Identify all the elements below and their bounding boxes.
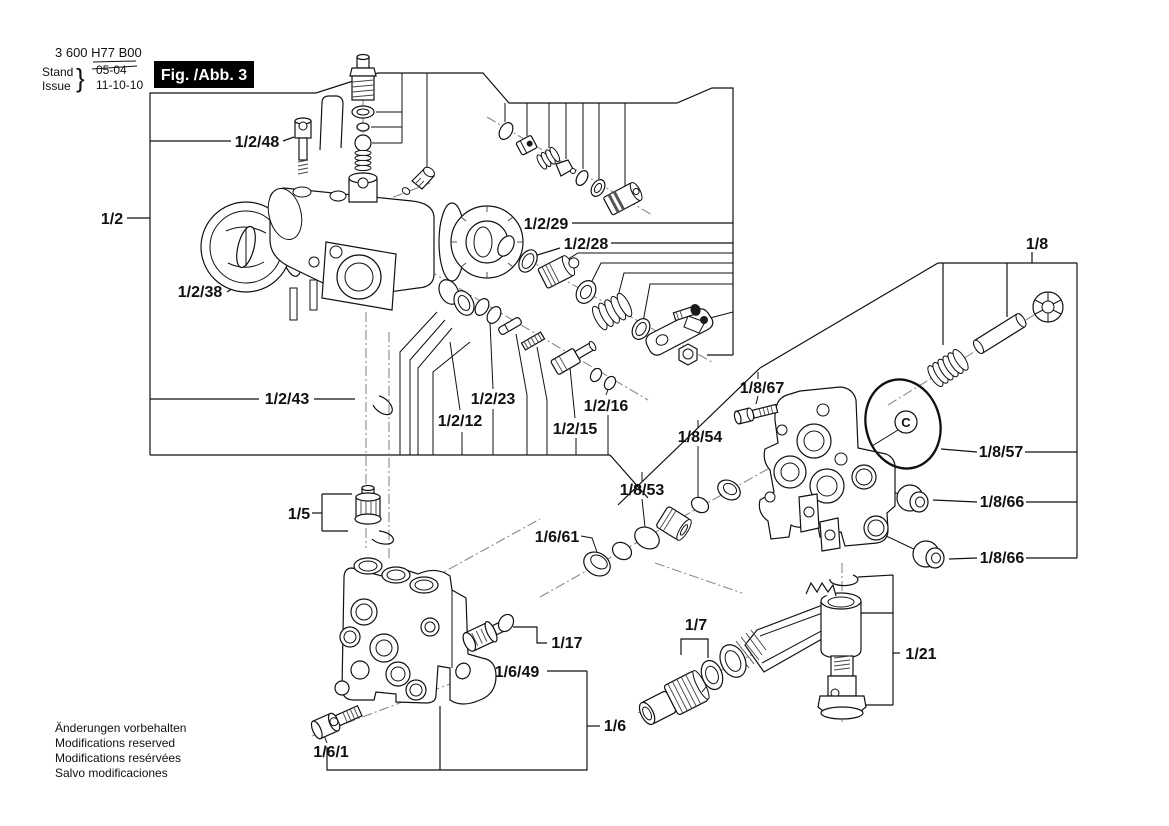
small-elbow-fitting (401, 165, 436, 195)
spring (925, 347, 971, 388)
detail-marker-c (872, 411, 917, 446)
callout-1-6-61: 1/6/61 (534, 529, 580, 546)
o-ring (602, 374, 618, 391)
o-ring (496, 120, 515, 142)
valve-manifold-body (263, 173, 523, 320)
callout-1-6-1: 1/6/1 (313, 744, 349, 761)
title-block (42, 45, 254, 93)
plug-screw-2 (913, 541, 944, 568)
callout-1-5: 1/5 (287, 506, 311, 523)
callout-1-8-67: 1/8/67 (739, 380, 785, 397)
callout-1-21: 1/21 (905, 646, 937, 663)
plug-screw-1 (897, 485, 928, 512)
socket-screw-1-6-1 (309, 702, 363, 740)
callout-1-8-54: 1/8/54 (677, 429, 723, 446)
callout-1-6: 1/6 (603, 718, 627, 735)
callout-1-8-53: 1/8/53 (619, 482, 665, 499)
callout-1-2-16: 1/2/16 (583, 398, 629, 415)
callout-1-17: 1/17 (551, 635, 583, 652)
washer (357, 123, 369, 131)
detail-marker-letter: C (901, 415, 911, 430)
footer-line-en: Modifications reserved (55, 736, 176, 750)
issue-label: Issue (42, 79, 71, 93)
o-ring-1-21 (830, 575, 858, 586)
callout-1-7: 1/7 (684, 617, 708, 634)
inlet-fitting-stack (350, 55, 376, 171)
spring-segment (521, 332, 544, 350)
hose-adapter-1-7 (634, 657, 726, 730)
lock-washer-clip (1033, 292, 1063, 322)
screw-threads (298, 160, 308, 174)
footer-line-de: Änderungen vorbehalten (55, 721, 187, 735)
piston-pin (972, 312, 1028, 355)
valve-insert (516, 135, 538, 155)
ball (355, 135, 371, 151)
callout-1-2-15: 1/2/15 (552, 421, 598, 438)
outlet-valve (818, 656, 866, 719)
threaded-plug (538, 251, 584, 289)
figure-label: Fig. /Abb. 3 (160, 67, 248, 84)
footer-disclaimer (55, 721, 186, 780)
footer-line-fr: Modifications resérvées (55, 751, 182, 765)
issue-date: 11-10-10 (96, 78, 144, 92)
callout-1-2-12: 1/2/12 (437, 413, 483, 430)
pin (498, 317, 523, 336)
poppet (556, 160, 576, 176)
o-ring-1-5 (372, 531, 393, 544)
tiny-o-ring (401, 186, 411, 196)
callout-1-2-28: 1/2/28 (563, 236, 609, 253)
support-ring (609, 539, 634, 563)
callout-1-8: 1/8 (1025, 236, 1049, 253)
piston-guide (603, 181, 644, 216)
washer (574, 169, 591, 188)
grooved-seal (656, 506, 694, 542)
callout-1-2-48: 1/2/48 (234, 134, 280, 151)
callout-1-8-66-b: 1/8/66 (979, 550, 1025, 567)
footer-line-es: Salvo modificaciones (55, 766, 168, 780)
callout-1-2-29: 1/2/29 (523, 216, 569, 233)
callout-1-2-38: 1/2/38 (177, 284, 223, 301)
check-valve-1-5 (355, 486, 393, 545)
cheese-head-screw (295, 118, 311, 174)
hex-nut (679, 344, 697, 365)
document-part-number: 3 600 H77 B00 (55, 45, 142, 60)
callout-1-2-23: 1/2/23 (470, 391, 516, 408)
inlet-stack-ticks (371, 73, 427, 168)
o-ring (588, 366, 604, 383)
pump-head-casting (759, 387, 895, 551)
spring (355, 150, 371, 170)
callout-1-2: 1/2 (100, 211, 124, 228)
callout-1-2-43: 1/2/43 (264, 391, 310, 408)
strike-line-top (93, 61, 136, 62)
bolt-1-8-67 (733, 402, 778, 425)
callout-1-8-66-a: 1/8/66 (979, 494, 1025, 511)
callout-1-6-49: 1/6/49 (494, 664, 540, 681)
unloader-small-parts-series (496, 120, 644, 215)
valve-stem (550, 338, 598, 375)
old-date-strikethrough: 05-04 (96, 63, 127, 77)
retaining-wire-clip (320, 96, 343, 150)
outlet-elbow-1-21 (715, 575, 866, 719)
piston-pin-set (925, 292, 1063, 389)
callout-1-8-57: 1/8/57 (978, 444, 1024, 461)
o-ring-1-8-54 (689, 494, 712, 515)
stand-label: Stand (42, 65, 74, 79)
brace: } (76, 63, 85, 93)
